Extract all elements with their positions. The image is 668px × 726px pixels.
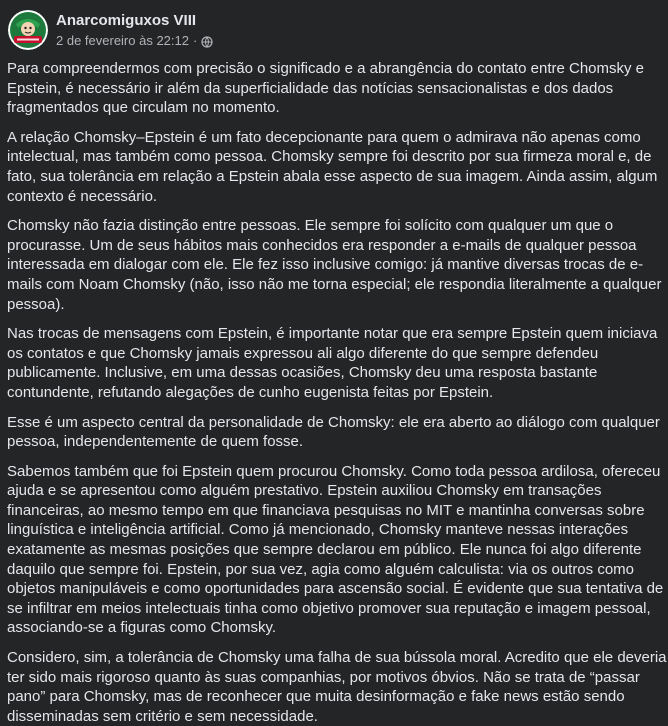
globe-icon[interactable] xyxy=(201,35,213,47)
post-header xyxy=(8,7,658,53)
post-paragraph: Nas trocas de mensagens com Epstein, é importante notar que era sempre Epstein quem iniciava os contatos e que Chomsky jamais expressou ali algo diferente do que sempre defendeu publicamente. Inclusive, em uma dessas ocasiões, Chomsky deu uma resposta bastante contundente, refutando alegações de cunho eugenista feitas por Epstein. xyxy=(7,325,658,401)
page-name-link[interactable]: Anarcomiguxos VIII xyxy=(56,12,197,29)
post-paragraph: Considero, sim, a tolerância de Chomsky uma falha de sua bússola moral. Acredito que ele deveria ter sido mais rigoroso quanto às suas companhias, por motivos óbvios. Não se trata de “passar pano” para Chomsky, mas de reconhecer que muita desinformação e fake news estão sendo disseminadas sem critério e sem necessidade. xyxy=(7,649,667,725)
post-paragraph: Sabemos também que foi Epstein quem procurou Chomsky. Como toda pessoa ardilosa, ofereceu ajuda e se apresentou como alguém prestativo. Epstein auxiliou Chomsky em transações financeiras, ao mesmo tempo em que financiava pesquisas no MIT e mantinha conversas sobre linguística e inteligência artificial. Como já mencionado, Chomsky manteve nessas interações exatamente as mesmas posições que sempre declarou em público. Ele nunca foi algo diferente daquilo que sempre foi. Epstein, por sua vez, agia como alguém calculista: via os outros como objetos manipuláveis e como oportunidades para ascensão social. É evidente que sua tentativa de se infiltrar em meios intelectuais tinha como objetivo promover sua reputação e imagem pessoal, associando-se a figuras como Chomsky. xyxy=(7,462,664,637)
post-meta xyxy=(56,11,213,49)
page-avatar[interactable] xyxy=(8,10,48,50)
meta-separator: · xyxy=(192,33,198,48)
post-paragraph: A relação Chomsky–Epstein é um fato decepcionante para quem o admirava não apenas como intelectual, mas também como pessoa. Chomsky sempre foi descrito por sua firmeza moral e, de fato, sua tolerância em relação a Epstein abala esse aspecto de sua imagem. Ainda assim, algum contexto é necessário. xyxy=(7,128,658,205)
post-body xyxy=(7,59,667,726)
post-timestamp-link[interactable]: 2 de fevereiro às 22:12 xyxy=(56,33,189,48)
post-subline xyxy=(56,32,213,49)
avatar-logo-icon xyxy=(8,10,48,50)
post-paragraph: Esse é um aspecto central da personalidade de Chomsky: ele era aberto ao diálogo com qualquer pessoa, independentemente de quem fosse. xyxy=(7,413,660,451)
post-paragraph: Chomsky não fazia distinção entre pessoas. Ele sempre foi solícito com qualquer um que o procurasse. Um de seus hábitos mais conhecidos era responder a e-mails de qualquer pessoa interessada em dialogar com ele. Ele fez isso inclusive comigo: já mantive diversas trocas de e-mails com Noam Chomsky (não, isso não me torna especial; ele respondia literalmente a qualquer pessoa). xyxy=(7,217,662,313)
post-paragraph: Para compreendermos com precisão o significado e a abrangência do contato entre Chomsky e Epstein, é necessário ir além da superficialidade das notícias sensacionalistas e dos dados fragmentados que circulam no momento. xyxy=(7,60,645,117)
